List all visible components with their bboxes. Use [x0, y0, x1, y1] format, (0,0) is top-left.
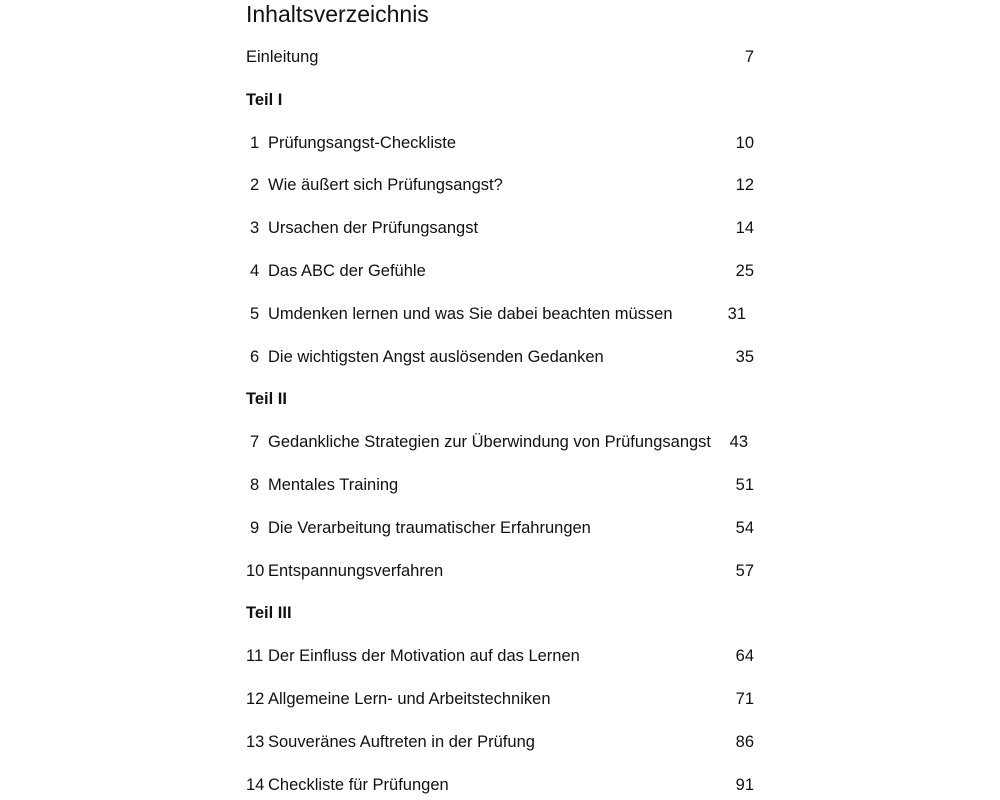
toc-entry-number: 2	[250, 176, 260, 194]
toc-entry[interactable]	[246, 560, 766, 582]
toc-entry-title: Wie äußert sich Prüfungsangst?	[268, 176, 503, 194]
toc-entry-title: Prüfungsangst-Checkliste	[268, 134, 457, 152]
toc-entry-page: 57	[735, 562, 754, 580]
toc-entry-page: 25	[735, 262, 754, 280]
toc-entry-title: Entspannungsverfahren	[268, 562, 444, 580]
toc-entry-title: Der Einfluss der Motivation auf das Lernen	[268, 647, 580, 665]
toc-entry-page: 35	[735, 348, 754, 366]
toc-entry[interactable]	[246, 645, 766, 667]
toc-entry-number: 4	[250, 262, 260, 280]
toc-entry-page: 14	[735, 219, 754, 237]
toc-entry-title: Ursachen der Prüfungsangst	[268, 219, 479, 237]
toc-entry[interactable]	[246, 346, 766, 368]
toc-entry-number: 12	[246, 690, 265, 708]
toc-entry-number: 8	[250, 476, 260, 494]
toc-part-heading: Teil II	[246, 390, 287, 408]
toc-entry-title: Umdenken lernen und was Sie dabei beachten müssen	[268, 305, 673, 323]
toc-entry[interactable]	[246, 174, 766, 196]
toc-entry-number: 6	[250, 348, 260, 366]
toc-entry[interactable]	[246, 303, 766, 325]
toc-entry[interactable]	[246, 517, 766, 539]
toc-entry-page: 31	[727, 305, 746, 323]
toc-entry-page: 54	[735, 519, 754, 537]
toc-entry-number: 10	[246, 562, 265, 580]
toc-entry-title: Gedankliche Strategien zur Überwindung von Prüfungsangst	[268, 433, 712, 451]
toc-entry[interactable]	[246, 774, 766, 796]
toc-entry-title: Die wichtigsten Angst auslösenden Gedanken	[268, 348, 604, 366]
toc-part-heading: Teil III	[246, 604, 292, 622]
table-of-contents	[246, 0, 766, 794]
toc-entry[interactable]	[246, 731, 766, 753]
toc-entry-number: 3	[250, 219, 260, 237]
toc-entry-number: 7	[250, 433, 260, 451]
toc-entry-number: 13	[246, 733, 265, 751]
toc-entry[interactable]	[246, 217, 766, 239]
toc-entry-page: 7	[744, 48, 754, 66]
toc-entry[interactable]	[246, 260, 766, 282]
toc-entry[interactable]	[246, 46, 766, 68]
toc-entry-page: 51	[735, 476, 754, 494]
toc-entry-number: 11	[246, 647, 264, 665]
toc-entry-page: 12	[735, 176, 754, 194]
toc-entry-title: Checkliste für Prüfungen	[268, 776, 449, 794]
toc-entry-title: Souveränes Auftreten in der Prüfung	[268, 733, 535, 751]
toc-entry-page: 10	[735, 134, 754, 152]
toc-entry-title: Die Verarbeitung traumatischer Erfahrungen	[268, 519, 591, 537]
toc-entry[interactable]	[246, 474, 766, 496]
toc-entry[interactable]	[246, 431, 766, 453]
toc-entry-page: 71	[735, 690, 754, 708]
toc-entry-number: 5	[250, 305, 260, 323]
page-title: Inhaltsverzeichnis	[246, 1, 429, 27]
toc-entry-title: Allgemeine Lern- und Arbeitstechniken	[268, 690, 551, 708]
toc-entry-page: 43	[729, 433, 748, 451]
toc-entry-title: Mentales Training	[268, 476, 399, 494]
toc-entry-page: 91	[735, 776, 754, 794]
toc-entry-page: 86	[735, 733, 754, 751]
toc-entry-title: Das ABC der Gefühle	[268, 262, 426, 280]
toc-entry[interactable]	[246, 132, 766, 154]
toc-entry[interactable]	[246, 688, 766, 710]
toc-entry-title: Einleitung	[246, 48, 319, 66]
toc-entry-number: 14	[246, 776, 265, 794]
toc-entry-number: 1	[250, 134, 260, 152]
toc-entry-page: 64	[735, 647, 754, 665]
toc-part-heading: Teil I	[246, 91, 283, 109]
toc-entry-number: 9	[250, 519, 260, 537]
